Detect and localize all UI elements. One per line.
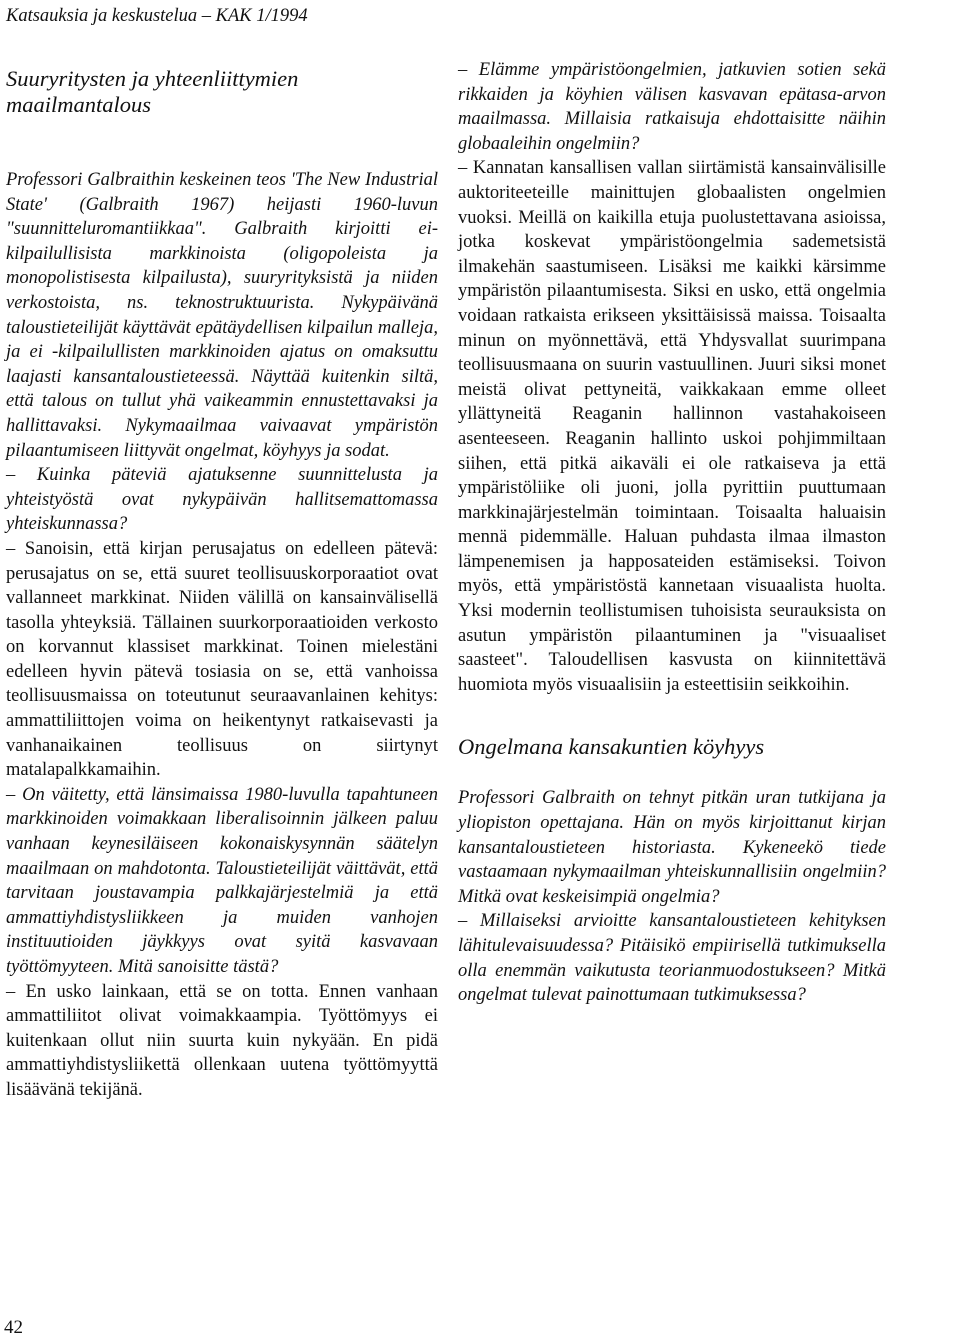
right-column: [458, 58, 886, 1008]
paragraph-intro: Professori Galbraith on tehnyt pitkän uran tutkijana ja yliopiston opettajana. Hän on myös kirjoittanut kirjan kansantaloustieteen historiasta. Kykeneekö tiede vastaamaan nykymaailman yhteiskunnallisiin ongelmiin? Mitkä ovat keskeisimpiä ongelmia?: [458, 788, 886, 907]
page-number: 42: [4, 1317, 23, 1338]
answer-paragraph: – En usko lainkaan, että se on totta. Ennen vanhaan ammattiliitot olivat voimakkaampia. Työttömyys ei kuitenkaan ollut niin suurta kuin nykyään. En pidä ammattiyhdistysliikettä ollenkaan uutena työttömyyttä lisäävänä tekijänä.: [6, 981, 438, 1100]
question-paragraph: – Kuinka päteviä ajatuksenne suunnittelusta ja yhteistyöstä ovat nykypäivän hallitsemattomassa yhteiskunnassa?: [6, 465, 438, 535]
question-paragraph: – Elämme ympäristöongelmien, jatkuvien sotien sekä rikkaiden ja köyhien välisen kasvavan epätasa-arvon maailmassa. Millaisia ratkaisuja ehdottaisitte näihin globaaleihin ongelmiin?: [458, 60, 886, 154]
section-title-left: Suuryritysten ja yhteenliittymien maailmantalous: [6, 66, 299, 117]
running-head: Katsauksia ja keskustelua – KAK 1/1994: [6, 6, 308, 26]
answer-paragraph: – Kannatan kansallisen vallan siirtämistä kansainvälisille auktoriteeteille mainittujen globaalisten ongelmien vuoksi. Meillä on kaikilla etuja puolustettavana asioissa, jotka koskevat ympäristöongelmia sademetsistä ilmakehän saastumiseen. Lisäksi me kaikki kärsimme ympäristön pilaantumisesta. Siksi en usko, että ongelmia voidaan ratkaista erikseen yksittäisissä maissa. Toisaalta minun on myönnettävä, että Yhdysvallat suurimpana teollisuusmaana on suurin vastuullinen. Juuri siksi monet meistä olivat pettyneitä, vaikkakaan emme olleet yllättyneitä Reaganin hallinnon vastahakoiseen asenteeseen. Reaganin hallinto uskoi pohjimmiltaan siihen, että pitkä aikaväli ei ole ratkaiseva ja että ympäristöliike oli juoni, jolla pyrittiin puuttumaan markkinajärjestelmän toimintaan. Toisaalta haluaisin mennä pidemmälle. Haluan puhdasta ilmaa ilmaston lämpenemisen ja happosateiden estämiseksi. Toivon myös, että ympäristöstä kannetaan visuaalista huolta. Yksi modernin teollistumisen tuhoisista seurauksista on asutun ympäristön pilaantuminen ja "visuaaliset saasteet". Taloudellisen kasvusta on kiinnitettävä huomiota myös visuaalisiin ja esteettisiin seikkoihin.: [458, 158, 886, 695]
paragraph-intro: Professori Galbraithin keskeinen teos 'The New Industrial State' (Galbraith 1967) heijasti 1960-luvun "suunnitteluromantiikkaa". Galbraith kirjoitti ei-kilpailullisista markkinoista (oligopoleista ja monopolistisesta kilpailusta), suuryrityksistä ja niiden verkostoista, ns. teknostruktuurista. Nykypäivänä taloustieteilijät käyttävät epätäydellisen kilpailun malleja, ja ei -kilpailullisten markkinoiden ajatus on omaksuttu laajasti kansantaloustieteessä. Näyttää kuitenkin siltä, että talous on tullut yhä vaikeammin ennustettavaksi ja hallittavaksi. Nykymaailmaa vaivaavat ympäristön pilaantumiseen liittyvät ongelmat, köyhyys ja sodat.: [6, 170, 438, 461]
left-column: [6, 58, 438, 1103]
question-paragraph: – On väitetty, että länsimaissa 1980-luvulla tapahtuneen markkinoiden voimakkaan liberalisoinnin jälkeen paluu vanhaan keynesiläiseen kokonaiskysynnän säätelyn maailmaan on mahdotonta. Taloustieteilijät väittävät, että tarvitaan joustavampia palkkajärjestelmiä ja että ammattiyhdistysliikkeen ja muiden vanhojen instituutioiden jäykkyys ovat syitä kasvavaan työttömyyteen. Mitä sanoisitte tästä?: [6, 784, 438, 977]
question-paragraph: – Millaiseksi arvioitte kansantaloustieteen kehityksen lähitulevaisuudessa? Pitäisikö empiirisellä tutkimuksella olla enemmän vaikutusta teorianmuodostukseen? Mitkä ongelmat tulevat painottumaan tutkimuksessa?: [458, 911, 886, 1006]
answer-paragraph: – Sanoisin, että kirjan perusajatus on edelleen pätevä: perusajatus on se, että suuret teollisuuskorporaatiot ovat vallanneet markkinat. Niiden välillä on kansainvälisellä tasolla yhteyksiä. Tällainen suurkorporaatioiden verkosto on korvannut klassiset markkinat. Toinen mielestäni edelleen hyvin pätevä tosiasia on se, että vanhoissa teollisuusmaissa on toteutunut seuraavanlainen kehitys: ammattiliittojen voima on heikentynyt ratkaisevasti ja vanhanaikainen teollisuus on siirtynyt matalapalkkamaihin.: [6, 538, 438, 781]
section-title-right: Ongelmana kansakuntien köyhyys: [458, 734, 765, 760]
